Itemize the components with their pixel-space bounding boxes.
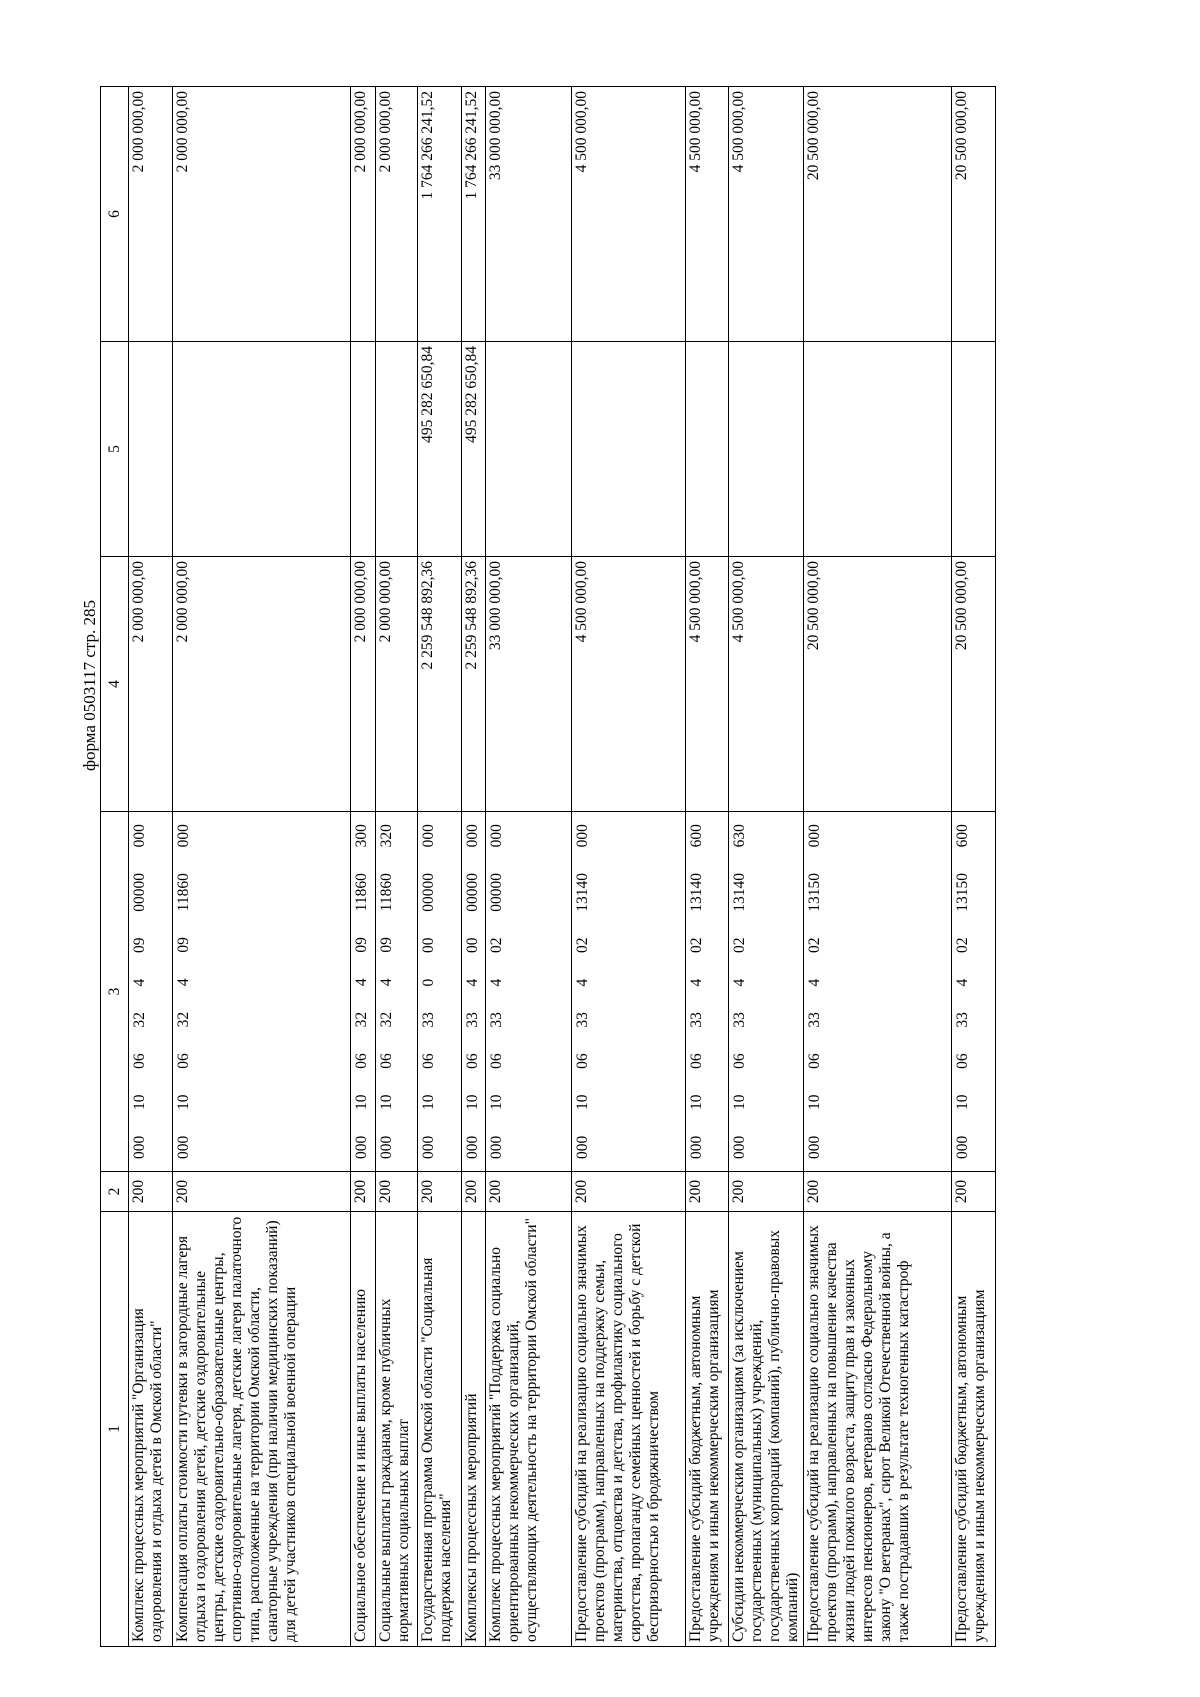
code-part: 10	[574, 1094, 591, 1111]
code-part: 09	[353, 937, 370, 953]
code-part: 32	[353, 1011, 370, 1028]
code-part: 06	[353, 1053, 370, 1069]
row-executed-amount	[572, 342, 686, 557]
code-part: 02	[488, 937, 505, 953]
row-approved-amount: 4 500 000,00	[686, 557, 729, 812]
code-part: 00	[420, 937, 437, 953]
row-classification-code	[418, 812, 462, 1172]
row-approved-amount: 33 000 000,00	[486, 557, 572, 812]
code-part: 000	[954, 1135, 971, 1159]
code-part: 4	[353, 978, 370, 987]
code-part: 32	[131, 1012, 148, 1028]
code-part: 000	[574, 824, 591, 848]
code-part: 33	[574, 1012, 591, 1028]
row-executed-amount	[686, 342, 729, 557]
code-parts	[487, 816, 506, 1167]
code-part: 09	[175, 937, 192, 953]
code-part: 11860	[353, 873, 370, 912]
row-approved-amount: 4 500 000,00	[729, 557, 804, 812]
row-line-code: 200	[572, 1172, 686, 1212]
table-row	[376, 87, 418, 1647]
row-classification-code	[376, 812, 418, 1172]
code-part: 10	[420, 1094, 437, 1111]
row-name: Комплексы процессных мероприятий	[462, 1212, 486, 1647]
row-approved-amount: 2 259 548 892,36	[462, 557, 486, 812]
row-approved-amount: 2 000 000,00	[129, 557, 173, 812]
code-part: 02	[574, 937, 591, 953]
row-line-code: 200	[351, 1172, 376, 1212]
code-parts	[687, 816, 706, 1167]
row-executed-amount	[804, 342, 952, 557]
code-part: 06	[688, 1053, 705, 1069]
row-approved-amount: 4 500 000,00	[572, 557, 686, 812]
code-part: 000	[688, 1135, 705, 1159]
code-part: 000	[488, 824, 505, 848]
row-classification-code	[952, 812, 996, 1172]
code-part: 300	[353, 824, 370, 848]
code-parts	[805, 816, 824, 1167]
code-part: 000	[175, 824, 192, 848]
row-unexecuted-amount: 2 000 000,00	[376, 87, 418, 342]
code-parts	[352, 816, 371, 1167]
code-part: 13140	[731, 873, 748, 912]
code-part: 600	[954, 824, 971, 848]
header-cell: 3	[101, 812, 129, 1172]
row-line-code: 200	[129, 1172, 173, 1212]
row-classification-code	[729, 812, 804, 1172]
row-line-code: 200	[418, 1172, 462, 1212]
row-line-code: 200	[462, 1172, 486, 1212]
row-classification-code	[351, 812, 376, 1172]
table-row	[486, 87, 572, 1647]
code-part: 02	[806, 937, 823, 953]
code-part: 11860	[175, 873, 192, 912]
table-body	[129, 87, 996, 1647]
budget-table	[100, 86, 996, 1647]
row-executed-amount: 495 282 650,84	[418, 342, 462, 557]
code-part: 4	[688, 978, 705, 987]
table-row	[173, 87, 351, 1647]
code-part: 000	[464, 824, 481, 848]
row-classification-code	[486, 812, 572, 1172]
row-name: Предоставление субсидий бюджетным, автономным учреждениям и иным некоммерческим организациям	[952, 1212, 996, 1647]
code-part: 33	[464, 1012, 481, 1028]
row-line-code: 200	[486, 1172, 572, 1212]
row-executed-amount	[376, 342, 418, 557]
row-line-code: 200	[952, 1172, 996, 1212]
row-classification-code	[804, 812, 952, 1172]
row-executed-amount: 495 282 650,84	[462, 342, 486, 557]
row-line-code: 200	[804, 1172, 952, 1212]
table-row	[952, 87, 996, 1647]
code-part: 13140	[688, 873, 705, 912]
header-cell: 2	[101, 1172, 129, 1212]
code-part: 06	[954, 1053, 971, 1069]
code-part: 000	[420, 824, 437, 848]
code-part: 000	[131, 824, 148, 848]
code-part: 32	[175, 1011, 192, 1028]
code-part: 33	[954, 1012, 971, 1028]
code-part: 4	[954, 978, 971, 987]
code-part: 000	[731, 1135, 748, 1159]
table-row	[686, 87, 729, 1647]
row-unexecuted-amount: 33 000 000,00	[486, 87, 572, 342]
row-executed-amount	[952, 342, 996, 557]
code-part: 4	[464, 978, 481, 987]
code-part: 06	[175, 1053, 192, 1069]
code-part: 11860	[378, 873, 395, 912]
code-part: 600	[688, 824, 705, 848]
code-part: 06	[806, 1053, 823, 1069]
code-part: 06	[378, 1053, 395, 1069]
row-approved-amount: 2 259 548 892,36	[418, 557, 462, 812]
code-part: 09	[378, 937, 395, 953]
code-parts	[419, 816, 438, 1167]
row-name: Комплекс процессных мероприятий "Организация оздоровления и отдыха детей в Омской области"	[129, 1212, 173, 1647]
code-part: 4	[731, 978, 748, 987]
code-part: 00000	[131, 873, 148, 912]
code-part: 00	[464, 937, 481, 953]
code-part: 10	[378, 1094, 395, 1110]
code-part: 4	[806, 978, 823, 987]
row-approved-amount: 20 500 000,00	[952, 557, 996, 812]
row-name: Субсидии некоммерческим организациям (за исключением государственных (муниципальных) учреждений, государственных корпораций (компаний), публично-правовых компаний)	[729, 1212, 804, 1647]
header-row	[101, 87, 129, 1647]
row-line-code: 200	[686, 1172, 729, 1212]
header-cell: 6	[101, 87, 129, 342]
table-row	[418, 87, 462, 1647]
code-part: 00000	[464, 873, 481, 912]
row-executed-amount	[129, 342, 173, 557]
row-classification-code	[129, 812, 173, 1172]
code-part: 000	[378, 1135, 395, 1159]
row-line-code: 200	[173, 1172, 351, 1212]
code-part: 10	[731, 1094, 748, 1111]
header-cell: 1	[101, 1212, 129, 1647]
row-unexecuted-amount: 20 500 000,00	[804, 87, 952, 342]
row-unexecuted-amount: 1 764 266 241,52	[418, 87, 462, 342]
code-part: 320	[378, 824, 395, 848]
code-part: 33	[806, 1012, 823, 1028]
table-row	[462, 87, 486, 1647]
code-part: 000	[353, 1135, 370, 1159]
table-row	[351, 87, 376, 1647]
row-name: Предоставление субсидий на реализацию социально значимых проектов (программ), направленных на поддержку семьи, материнства, отцовства и детства, профилактику социального сиротства, пропаганду семейных ценностей и борьбу с детской беспризорностью и бродяжничеством	[572, 1212, 686, 1647]
code-part: 02	[954, 937, 971, 953]
code-part: 630	[731, 824, 748, 848]
code-part: 00000	[488, 873, 505, 912]
header-cell: 4	[101, 557, 129, 812]
row-classification-code	[462, 812, 486, 1172]
code-part: 000	[175, 1135, 192, 1159]
row-name: Социальное обеспечение и иные выплаты населению	[351, 1212, 376, 1647]
code-part: 13150	[954, 873, 971, 912]
code-part: 000	[574, 1135, 591, 1159]
code-part: 00000	[420, 873, 437, 912]
row-approved-amount: 2 000 000,00	[376, 557, 418, 812]
row-name: Социальные выплаты гражданам, кроме публичных нормативных социальных выплат	[376, 1212, 418, 1647]
table-row	[572, 87, 686, 1647]
code-part: 13150	[806, 873, 823, 912]
row-name: Предоставление субсидий бюджетным, автономным учреждениям и иным некоммерческим организациям	[686, 1212, 729, 1647]
code-part: 000	[131, 1135, 148, 1159]
row-approved-amount: 2 000 000,00	[351, 557, 376, 812]
code-parts	[377, 816, 396, 1167]
code-part: 10	[464, 1094, 481, 1111]
code-part: 000	[806, 824, 823, 848]
code-part: 06	[464, 1053, 481, 1069]
code-part: 10	[131, 1094, 148, 1111]
code-part: 10	[353, 1094, 370, 1110]
row-unexecuted-amount: 20 500 000,00	[952, 87, 996, 342]
code-part: 06	[574, 1053, 591, 1069]
row-executed-amount	[173, 342, 351, 557]
code-part: 06	[420, 1053, 437, 1069]
code-part: 13140	[574, 873, 591, 912]
code-parts	[130, 816, 149, 1167]
code-part: 32	[378, 1011, 395, 1028]
code-parts	[953, 816, 972, 1167]
code-parts	[174, 816, 193, 1167]
code-part: 4	[131, 978, 148, 987]
code-part: 02	[688, 937, 705, 953]
code-parts	[463, 816, 482, 1167]
row-name: Предоставление субсидий на реализацию социально значимых проектов (программ), направленных на повышение качества жизни людей пожилого возраста, защиту прав и законных интересов пенсионеров, ветеранов согласно Федеральному закону "О ветеранах", сирот Великой Отечественной войны, а также пострадавших в результате техногенных катастроф	[804, 1212, 952, 1647]
row-executed-amount	[486, 342, 572, 557]
table-row	[804, 87, 952, 1647]
row-unexecuted-amount: 4 500 000,00	[686, 87, 729, 342]
code-part: 0	[420, 978, 437, 987]
form-label: форма 0503117 стр. 285	[80, 600, 99, 771]
code-part: 33	[688, 1012, 705, 1028]
row-unexecuted-amount: 2 000 000,00	[351, 87, 376, 342]
row-executed-amount	[729, 342, 804, 557]
code-part: 4	[574, 978, 591, 987]
code-parts	[730, 816, 749, 1167]
code-part: 33	[420, 1012, 437, 1028]
code-part: 02	[731, 937, 748, 953]
table-row	[729, 87, 804, 1647]
code-part: 000	[488, 1135, 505, 1159]
code-parts	[573, 816, 592, 1167]
code-part: 06	[131, 1053, 148, 1069]
code-part: 4	[175, 978, 192, 987]
code-part: 10	[488, 1094, 505, 1111]
row-classification-code	[173, 812, 351, 1172]
row-classification-code	[572, 812, 686, 1172]
row-line-code: 200	[729, 1172, 804, 1212]
header-cell: 5	[101, 342, 129, 557]
code-part: 000	[806, 1135, 823, 1159]
row-unexecuted-amount: 2 000 000,00	[173, 87, 351, 342]
row-name: Компенсация оплаты стоимости путевки в загородные лагеря отдыха и оздоровления детей, детские оздоровительные центры, детские оздоровительно-образовательные центры, спортивно-оздоровительные лагеря, детские лагеря палаточного типа, расположенные на территории Омской области, санаторные учреждения (при наличии медицинских показаний) для детей участников специальной военной операции	[173, 1212, 351, 1647]
row-name: Государственная программа Омской области "Социальная поддержка населения"	[418, 1212, 462, 1647]
row-executed-amount	[351, 342, 376, 557]
row-name: Комплекс процессных мероприятий "Поддержка социально ориентированных некоммерческих организаций, осуществляющих деятельность на территории Омской области"	[486, 1212, 572, 1647]
row-unexecuted-amount: 4 500 000,00	[729, 87, 804, 342]
code-part: 06	[488, 1053, 505, 1069]
row-approved-amount: 2 000 000,00	[173, 557, 351, 812]
code-part: 33	[731, 1012, 748, 1028]
code-part: 10	[806, 1094, 823, 1111]
code-part: 06	[731, 1053, 748, 1069]
code-part: 10	[688, 1094, 705, 1111]
row-unexecuted-amount: 1 764 266 241,52	[462, 87, 486, 342]
code-part: 000	[420, 1135, 437, 1159]
row-unexecuted-amount: 4 500 000,00	[572, 87, 686, 342]
row-approved-amount: 20 500 000,00	[804, 557, 952, 812]
row-unexecuted-amount: 2 000 000,00	[129, 87, 173, 342]
row-classification-code	[686, 812, 729, 1172]
code-part: 4	[378, 978, 395, 987]
code-part: 33	[488, 1012, 505, 1028]
code-part: 4	[488, 978, 505, 987]
code-part: 09	[131, 937, 148, 953]
row-line-code: 200	[376, 1172, 418, 1212]
code-part: 10	[954, 1094, 971, 1111]
code-part: 10	[175, 1094, 192, 1110]
table-row	[129, 87, 173, 1647]
code-part: 000	[464, 1135, 481, 1159]
